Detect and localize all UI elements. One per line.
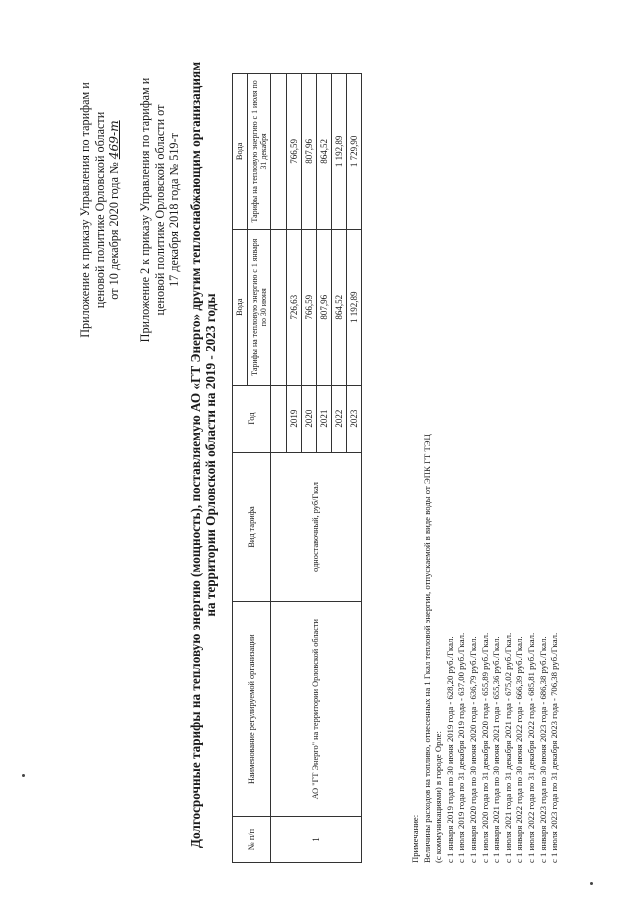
year-cell: 2019: [287, 385, 302, 452]
header-water-2: Вода: [233, 74, 248, 230]
appendix-1-header: [78, 45, 122, 375]
document-title: [188, 45, 218, 865]
tariff-jul-dec-cell: 1 192,89: [332, 74, 347, 230]
notes-intro-2: (с коммуникациями) в городе Орле:: [433, 731, 444, 863]
list-item: с 1 июля 2021 года по 31 декабря 2021 года - 675,02 руб./Гкал.: [502, 632, 513, 863]
appendix-1-date: от 10 декабря 2020 года №: [107, 162, 121, 300]
header-tariff-type: Вид тарифа: [233, 452, 271, 602]
header-year: Год: [233, 385, 271, 452]
list-item: с 1 июля 2019 года по 31 декабря 2019 года - 637,00 руб./Гкал.: [456, 632, 467, 863]
appendix-2-header: [138, 45, 182, 375]
header-number: № п/п: [233, 817, 271, 863]
scan-speck: [22, 774, 25, 777]
year-cell: 2020: [302, 385, 317, 452]
year-cell: 2021: [317, 385, 332, 452]
header-organization: Наименование регулируемой организации: [233, 602, 271, 817]
appendix-1-line-2: ценовой политике Орловской области: [92, 111, 107, 309]
appendix-1-line-3: [107, 45, 122, 375]
list-item: с 1 января 2019 года по 30 июня 2019 года - 628,20 руб./Гкал.: [444, 636, 455, 863]
value-cell-empty: [271, 229, 287, 385]
appendix-2-line-1: Приложение 2 к приказу Управления по тарифам и: [138, 77, 152, 343]
tariff-jan-jun-cell: 807,96: [317, 229, 332, 385]
year-cell: 2023: [347, 385, 362, 452]
list-item: с 1 июля 2020 года по 31 декабря 2020 года - 655,89 руб./Гкал.: [479, 632, 490, 863]
appendix-2-line-3: 17 декабря 2018 года № 519-т: [167, 133, 181, 287]
tariff-jul-dec-cell: 807,96: [302, 74, 317, 230]
tariff-jul-dec-cell: 1 729,90: [347, 74, 362, 230]
notes-heading: Примечание:: [410, 814, 420, 863]
tariff-table: [232, 73, 362, 863]
year-cell: 2022: [332, 385, 347, 452]
tariff-jan-jun-cell: 726,63: [287, 229, 302, 385]
title-line-1: Долгосрочные тарифы на тепловую энергию (мощность), поставляемую АО «ГТ Энерго» другим теплоснабжающим организациям: [188, 61, 203, 849]
notes-intro-1: Величины расходов на топливо, отнесенных на 1 Гкал тепловой энергии, отпускаемой в виде воды от ЭПК ГТ ТЭЦ: [421, 434, 432, 863]
scan-speck: [590, 882, 593, 885]
tariff-jul-dec-cell: 864,52: [317, 74, 332, 230]
year-cell-empty: [271, 385, 287, 452]
appendix-2-line-2: ценовой политике Орловской области от: [152, 104, 167, 316]
tariff-jan-jun-cell: 766,59: [302, 229, 317, 385]
title-line-2: на территории Орловской области на 2019 - 2023 годы: [203, 293, 218, 617]
list-item: с 1 июля 2023 года по 31 декабря 2023 года - 706,38 руб./Гкал.: [549, 632, 560, 863]
row-number: 1: [271, 817, 362, 863]
list-item: с 1 января 2022 года по 30 июня 2022 года - 666,39 руб./Гкал.: [514, 636, 525, 863]
list-item: с 1 января 2020 года по 30 июня 2020 года - 636,79 руб./Гкал.: [467, 636, 478, 863]
organization-name: АО "ГТ Энерго" на территории Орловской области: [271, 602, 362, 817]
list-item: с 1 января 2021 года по 30 июня 2021 года - 655,36 руб./Гкал.: [491, 636, 502, 863]
header-water-1: Вода: [233, 229, 248, 385]
list-item: с 1 января 2023 года по 30 июня 2023 года - 686,38 руб./Гкал.: [537, 636, 548, 863]
handwritten-order-number: 469-т: [107, 120, 121, 160]
header-tariff-jul-dec: Тарифы на тепловую энергию с 1 июля по 31 декабря: [248, 74, 271, 230]
appendix-1-line-1: Приложение к приказу Управления по тарифам и: [78, 82, 92, 338]
tariff-jan-jun-cell: 1 192,89: [347, 229, 362, 385]
list-item: с 1 июля 2022 года по 31 декабря 2022 года - 685,81 руб./Гкал.: [525, 632, 536, 863]
tariff-kind: одноставочный, руб/Гкал: [271, 452, 362, 602]
header-tariff-jan-jun: Тарифы на тепловую энергию с 1 января по 30 июня: [248, 229, 271, 385]
tariff-jan-jun-cell: 864,52: [332, 229, 347, 385]
notes-section: [410, 63, 561, 863]
tariff-jul-dec-cell: 766,59: [287, 74, 302, 230]
value-cell-empty: [271, 74, 287, 230]
